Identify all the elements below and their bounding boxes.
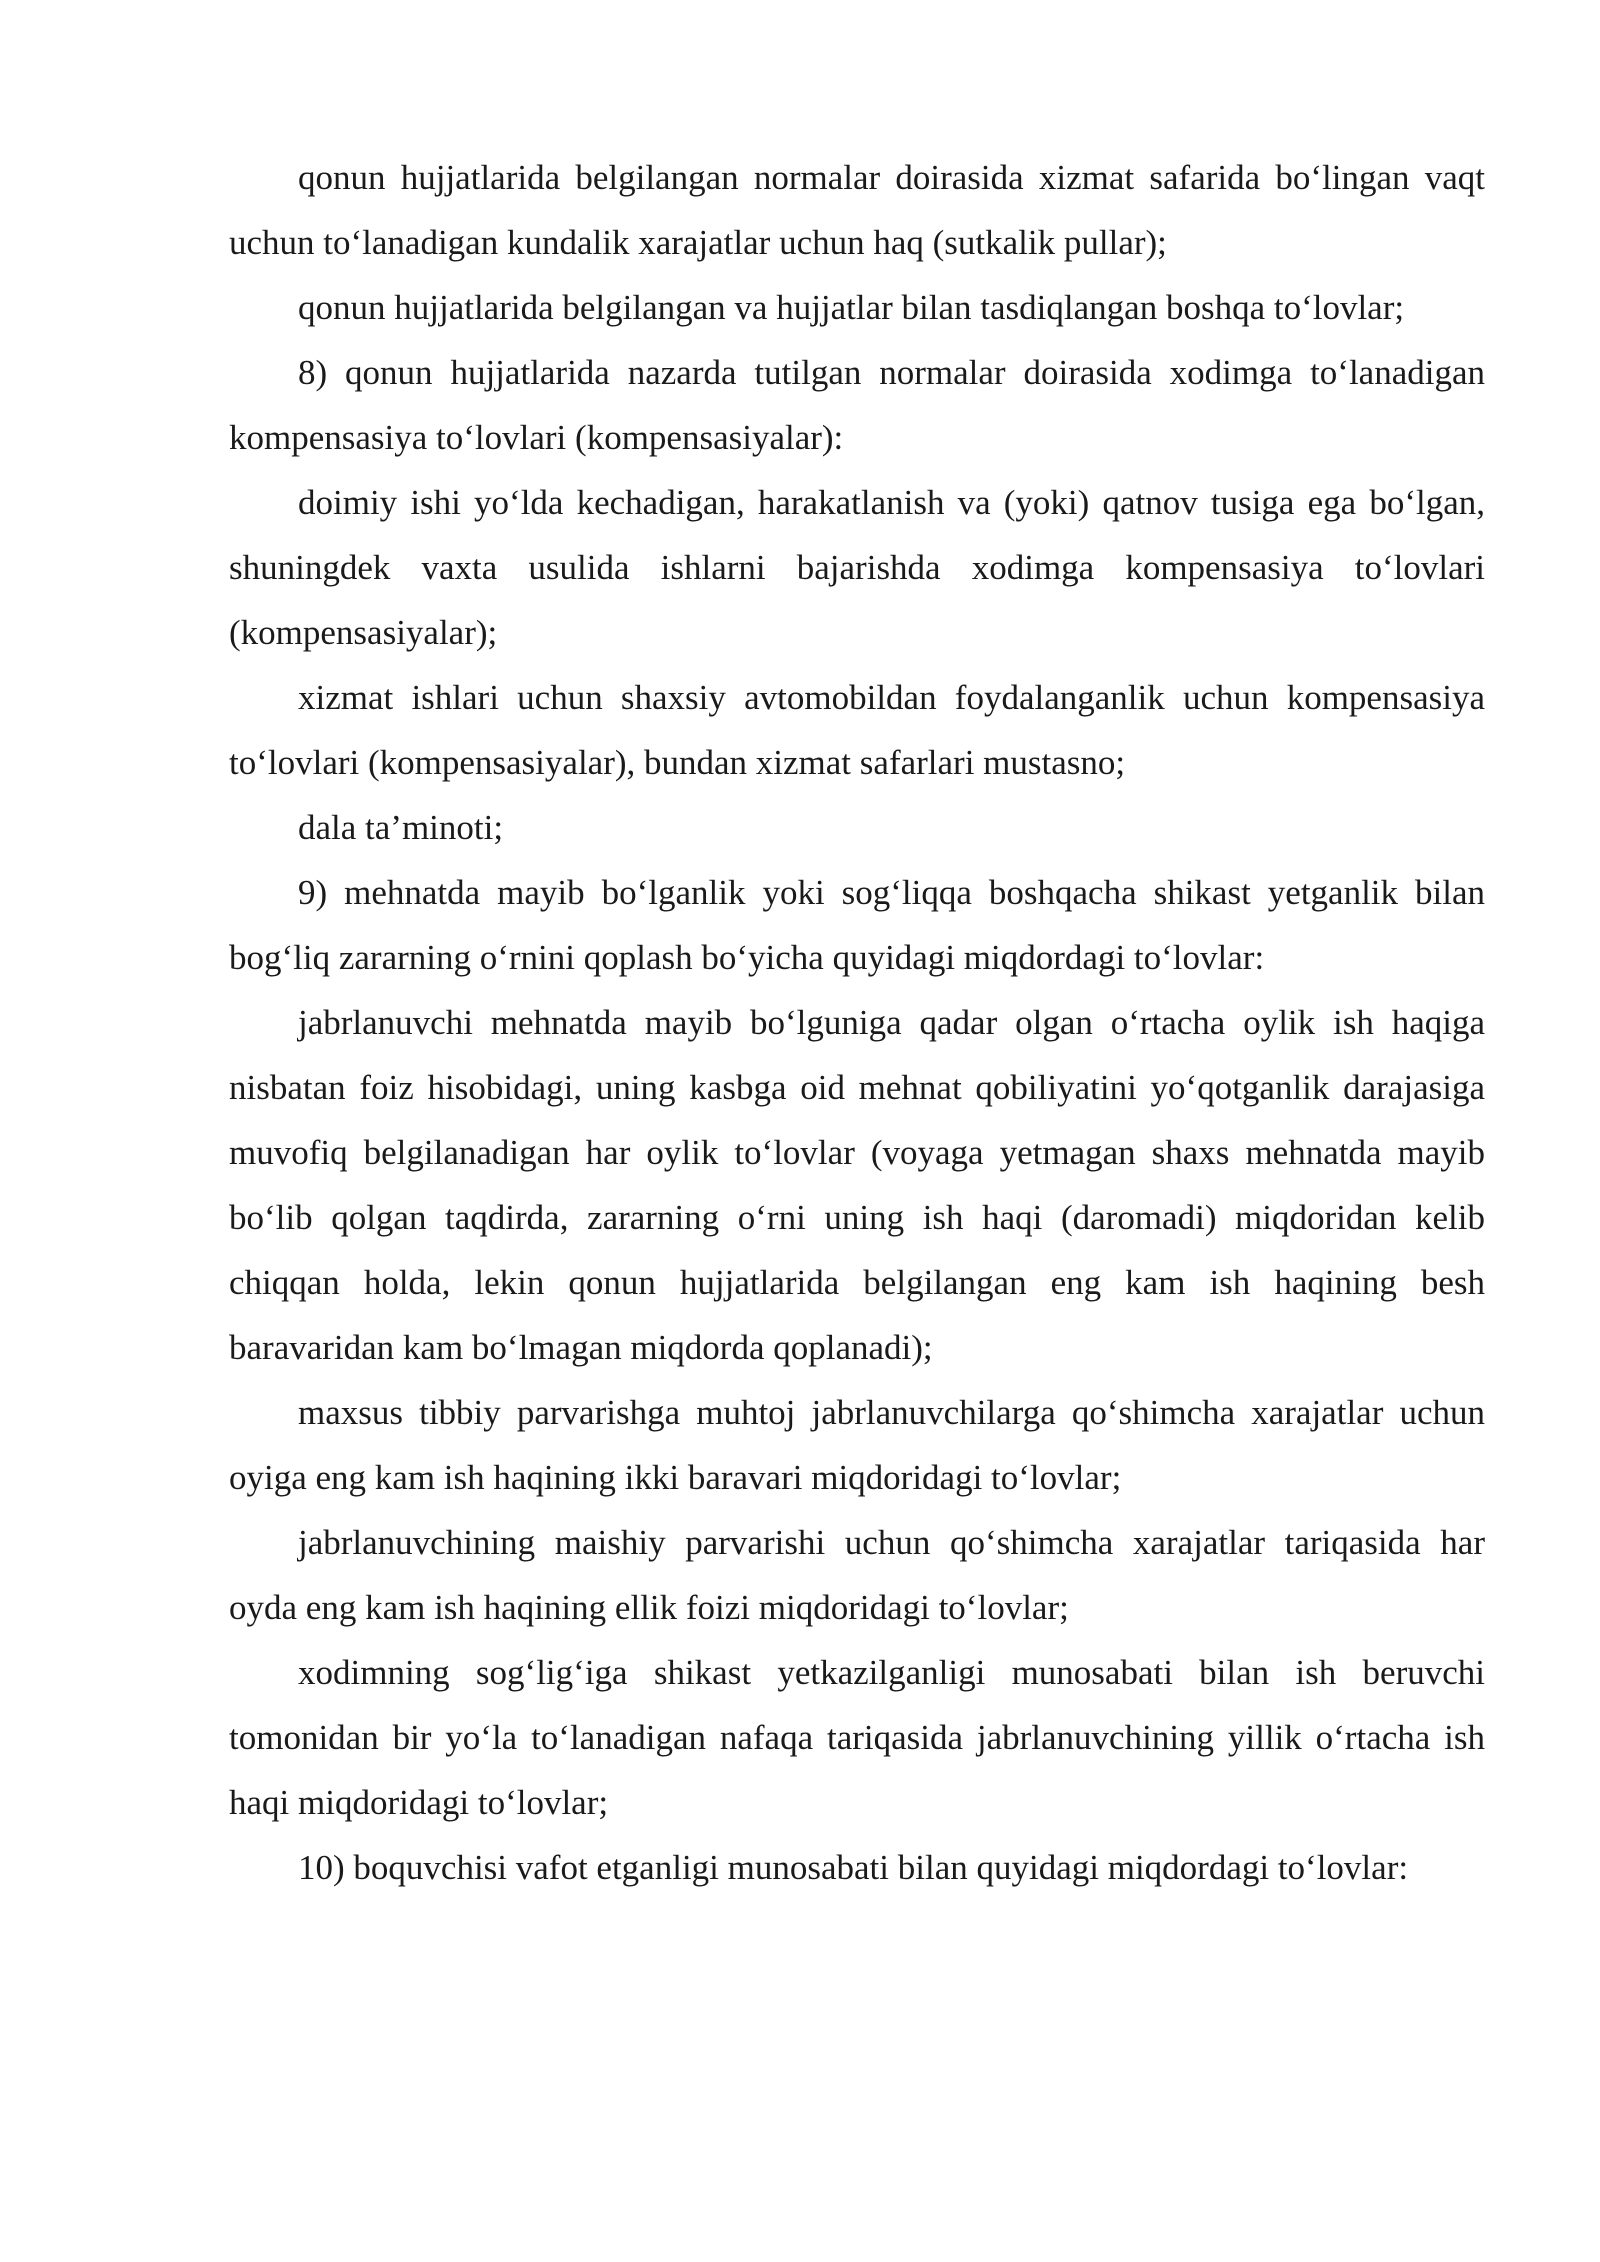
- paragraph: qonun hujjatlarida belgilangan va hujjatlar bilan tasdiqlangan boshqa to‘lovlar;: [298, 288, 1405, 327]
- paragraph: 10) boquvchisi vafot etganligi munosabati bilan quyidagi miqdordagi to‘lovlar:: [298, 1848, 1409, 1887]
- paragraph: jabrlanuvchi mehnatda mayib bo‘lguniga qadar olgan o‘rtacha oylik ish haqiga nisbatan foiz hisobidagi, uning kasbga oid mehnat qobiliyatini yo‘qotganlik darajasiga muvofiq belgilanadigan har oylik to‘lovlar (voyaga yetmagan shaxs mehnatda mayib bo‘lib qolgan taqdirda, zararning o‘rni uning ish haqi (daromadi) miqdoridan kelib chiqqan holda, lekin qonun hujjatlarida belgilangan eng kam ish haqining besh baravaridan kam bo‘lmagan miqdorda qoplanadi);: [229, 1003, 1485, 1367]
- paragraph: xizmat ishlari uchun shaxsiy avtomobildan foydalanganlik uchun kompensasiya to‘lovlari (kompensasiyalar), bundan xizmat safarlari mustasno;: [229, 678, 1485, 782]
- paragraph: jabrlanuvchining maishiy parvarishi uchun qo‘shimcha xarajatlar tariqasida har oyda eng kam ish haqining ellik foizi miqdoridagi to‘lovlar;: [229, 1523, 1485, 1627]
- paragraph: dala ta’minoti;: [298, 808, 504, 847]
- document-page: [229, 145, 1485, 1900]
- paragraph: maxsus tibbiy parvarishga muhtoj jabrlanuvchilarga qo‘shimcha xarajatlar uchun oyiga eng kam ish haqining ikki baravari miqdoridagi to‘lovlar;: [229, 1393, 1485, 1497]
- paragraph: 9) mehnatda mayib bo‘lganlik yoki sog‘liqqa boshqacha shikast yetganlik bilan bog‘liq zararning o‘rnini qoplash bo‘yicha quyidagi miqdordagi to‘lovlar:: [229, 873, 1485, 977]
- paragraph: xodimning sog‘lig‘iga shikast yetkazilganligi munosabati bilan ish beruvchi tomonidan bir yo‘la to‘lanadigan nafaqa tariqasida jabrlanuvchining yillik o‘rtacha ish haqi miqdoridagi to‘lovlar;: [229, 1653, 1485, 1822]
- paragraph: 8) qonun hujjatlarida nazarda tutilgan normalar doirasida xodimga to‘lanadigan kompensasiya to‘lovlari (kompensasiyalar):: [229, 353, 1485, 457]
- paragraph: qonun hujjatlarida belgilangan normalar doirasida xizmat safarida bo‘lingan vaqt uchun to‘lanadigan kundalik xarajatlar uchun haq (sutkalik pullar);: [229, 158, 1485, 262]
- paragraph: doimiy ishi yo‘lda kechadigan, harakatlanish va (yoki) qatnov tusiga ega bo‘lgan, shuningdek vaxta usulida ishlarni bajarishda xodimga kompensasiya to‘lovlari (kompensasiyalar);: [229, 483, 1485, 652]
